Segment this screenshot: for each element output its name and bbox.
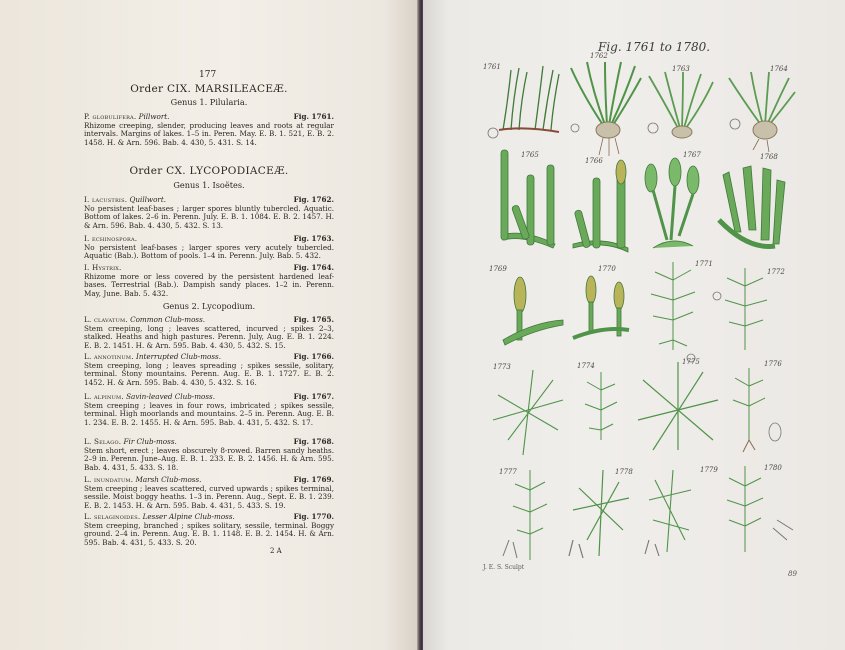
genus-heading: Genus 2. Lycopodium. bbox=[162, 301, 256, 311]
species-name: L. inundatum. bbox=[84, 475, 134, 484]
order-heading: Order CX. LYCOPODIACEÆ. bbox=[129, 165, 289, 177]
common-name: Savin-leaved Club-moss. bbox=[126, 392, 216, 401]
figure-ref: Fig. 1770. bbox=[293, 512, 334, 521]
species-name: L. annotinum. bbox=[84, 352, 134, 361]
figure-number: 1772 bbox=[767, 268, 785, 276]
species-description: Stem creeping, branched ; spikes solitary, sessile, terminal. Boggy ground. 2–4 in. Perenn. Aug. E. B. 1. 1148. E. B. 2. 1454. H. & Arn. 595. Bab. 4. 431, 5. 433. S. 20. bbox=[84, 520, 334, 547]
fig-1761-illustration bbox=[488, 66, 559, 138]
common-name: Fir Club-moss. bbox=[123, 437, 177, 446]
species-name: P. globulifera. bbox=[84, 112, 137, 121]
figure-number: 1775 bbox=[682, 358, 700, 366]
fig-1772-illustration bbox=[713, 268, 767, 350]
fig-1762-illustration bbox=[571, 62, 641, 156]
engraver-credit: J. E. S. Sculpt bbox=[483, 564, 525, 571]
plate-title: Fig. 1761 to 1780. bbox=[598, 40, 711, 54]
plate-page-number: 89 bbox=[788, 570, 797, 578]
figure-ref: Fig. 1768. bbox=[293, 437, 334, 446]
species-entry bbox=[84, 438, 334, 472]
figure-ref: Fig. 1769. bbox=[293, 475, 334, 484]
common-name: Lesser Alpine Club-moss. bbox=[142, 512, 235, 521]
species-name: L. alpinum. bbox=[84, 392, 124, 401]
fig-1769-illustration bbox=[503, 277, 563, 345]
fig-1765-illustration bbox=[501, 150, 555, 248]
common-name: Pillwort. bbox=[138, 112, 170, 121]
genus-heading: Genus 1. Isoëtes. bbox=[173, 180, 245, 190]
species-entry bbox=[84, 235, 334, 261]
fig-1764-illustration bbox=[729, 72, 795, 152]
species-entry bbox=[84, 476, 334, 510]
botanical-plate-illustrations bbox=[423, 0, 845, 650]
species-description: No persistent leaf-bases ; larger spores very acutely tubercled. Aquatic (Bab.). Bottom of pools. 1–4 in. Perenn. July. Bab. 5. 432. bbox=[84, 242, 334, 261]
figure-number: 1761 bbox=[483, 63, 501, 71]
figure-ref: Fig. 1761. bbox=[293, 112, 334, 121]
figure-ref: Fig. 1764. bbox=[293, 263, 334, 272]
species-name: I. lacustris. bbox=[84, 195, 128, 204]
figure-number: 1766 bbox=[585, 157, 603, 165]
common-name: Interrupted Club-moss. bbox=[136, 352, 222, 361]
figure-number: 1777 bbox=[499, 468, 517, 476]
fig-1778-illustration bbox=[569, 470, 629, 558]
species-entry bbox=[84, 113, 334, 147]
figure-ref: Fig. 1762. bbox=[293, 195, 334, 204]
figure-number: 1773 bbox=[493, 363, 511, 371]
species-name: I. echinospora. bbox=[84, 234, 138, 243]
species-name: L. selaginoides. bbox=[84, 512, 141, 521]
figure-number: 1763 bbox=[672, 65, 690, 73]
species-description: Stem creeping ; leaves in four rows, imbricated ; spikes sessile, terminal. High moorlands and mountains. 2–5 in. Perenn. Aug. E. B. 1. 234. E. B. 2. 1455. H. & Arn. 595. Bab. 4. 431, 5. 432. S. 17. bbox=[84, 400, 334, 427]
fig-1771-illustration bbox=[651, 262, 695, 362]
figure-number: 1771 bbox=[695, 260, 713, 268]
printer-signature: 2 A bbox=[270, 547, 282, 555]
common-name: Marsh Club-moss. bbox=[135, 475, 202, 484]
figure-number: 1769 bbox=[489, 265, 507, 273]
species-entry bbox=[84, 196, 334, 230]
common-name: Quillwort. bbox=[129, 195, 167, 204]
species-description: Stem creeping, long ; leaves spreading ; spikes sessile, solitary, terminal. Stony mountains. Perenn. Aug. E. B. 1. 1727. E. B. 2. 1452. H. & Arn. 595. Bab. 4. 430, 5. 432. S. 16. bbox=[84, 360, 334, 387]
species-name: L. clavatum. bbox=[84, 315, 128, 324]
order-heading: Order CIX. MARSILEACEÆ. bbox=[130, 83, 288, 95]
common-name: Common Club-moss. bbox=[130, 315, 206, 324]
species-entry bbox=[84, 316, 334, 350]
figure-number: 1776 bbox=[764, 360, 782, 368]
figure-number: 1774 bbox=[577, 362, 595, 370]
figure-ref: Fig. 1766. bbox=[293, 352, 334, 361]
figure-number: 1770 bbox=[598, 265, 616, 273]
figure-number: 1779 bbox=[700, 466, 718, 474]
species-description: Rhizome more or less covered by the persistent hardened leaf-bases. Terrestrial (Bab.). Dampish sandy places. 1–2 in. Perenn. May, June. Bab. 5. 432. bbox=[84, 271, 334, 298]
figure-number: 1778 bbox=[615, 468, 633, 476]
species-description: No persistent leaf-bases ; larger spores bluntly tubercled. Aquatic. Bottom of lakes. 2–6 in. Perenn. July. E. B. 1. 1084. E. B. 2. 1457. H. & Arn. 596. Bab. 4. 430, 5. 432. S. 13. bbox=[84, 203, 334, 230]
species-entry bbox=[84, 264, 334, 298]
figure-number: 1764 bbox=[770, 65, 788, 73]
figure-number: 1762 bbox=[590, 52, 608, 60]
species-description: Stem short, erect ; leaves obscurely 8-rowed. Barren sandy heaths. 2–9 in. Perenn. June–Aug. E. B. 1. 233. E. B. 2. 1456. H. & Arn. 595. Bab. 4. 431, 5. 433. S. 18. bbox=[84, 445, 334, 472]
figure-number: 1767 bbox=[683, 151, 701, 159]
figure-number: 1765 bbox=[521, 151, 539, 159]
fig-1779-illustration bbox=[645, 470, 691, 556]
fig-1770-illustration bbox=[573, 276, 629, 338]
figure-ref: Fig. 1765. bbox=[293, 315, 334, 324]
figure-number: 1780 bbox=[764, 464, 782, 472]
page-number: 177 bbox=[199, 70, 217, 80]
genus-heading: Genus 1. Pilularia. bbox=[170, 97, 248, 107]
species-description: Stem creeping ; leaves scattered, curved upwards ; spikes terminal, sessile. Moist boggy heaths. 1–3 in. Perenn. Aug., Sept. E. B. 1. 239. E. B. 2. 1453. H. & Arn. 595. Bab. 4. 431, 5. 433. S. 19. bbox=[84, 483, 334, 510]
fig-1775-illustration bbox=[638, 362, 718, 450]
fig-1780-illustration bbox=[727, 466, 793, 552]
fig-1777-illustration bbox=[503, 470, 547, 560]
species-entry bbox=[84, 393, 334, 427]
fig-1766-illustration bbox=[573, 160, 628, 252]
figure-ref: Fig. 1763. bbox=[293, 234, 334, 243]
species-entry bbox=[84, 513, 334, 547]
figure-number: 1768 bbox=[760, 153, 778, 161]
fig-1776-illustration bbox=[733, 368, 781, 452]
fig-1768-illustration bbox=[719, 166, 785, 246]
fig-1773-illustration bbox=[493, 370, 563, 455]
species-description: Rhizome creeping, slender, producing leaves and roots at regular intervals. Margins of lakes. 1–5 in. Peren. May. E. B. 1. 521, E. B. 2. 1458. H. & Arn. 596. Bab. 4. 430, 5. 431. S. 14. bbox=[84, 120, 334, 147]
fig-1763-illustration bbox=[648, 72, 713, 138]
species-name: L. Selago. bbox=[84, 437, 122, 446]
species-description: Stem creeping, long ; leaves scattered, incurved ; spikes 2–3, stalked. Heaths and high pastures. Perenn. July, Aug. E. B. 1. 224. E. B. 2. 1451. H. & Arn. 595. Bab. 4. 430, 5. 432. S. 15. bbox=[84, 323, 334, 350]
fig-1767-illustration bbox=[645, 158, 699, 248]
figure-ref: Fig. 1767. bbox=[293, 392, 334, 401]
fig-1774-illustration bbox=[585, 372, 617, 440]
species-entry bbox=[84, 353, 334, 387]
species-name: I. Hystrix. bbox=[84, 263, 122, 272]
